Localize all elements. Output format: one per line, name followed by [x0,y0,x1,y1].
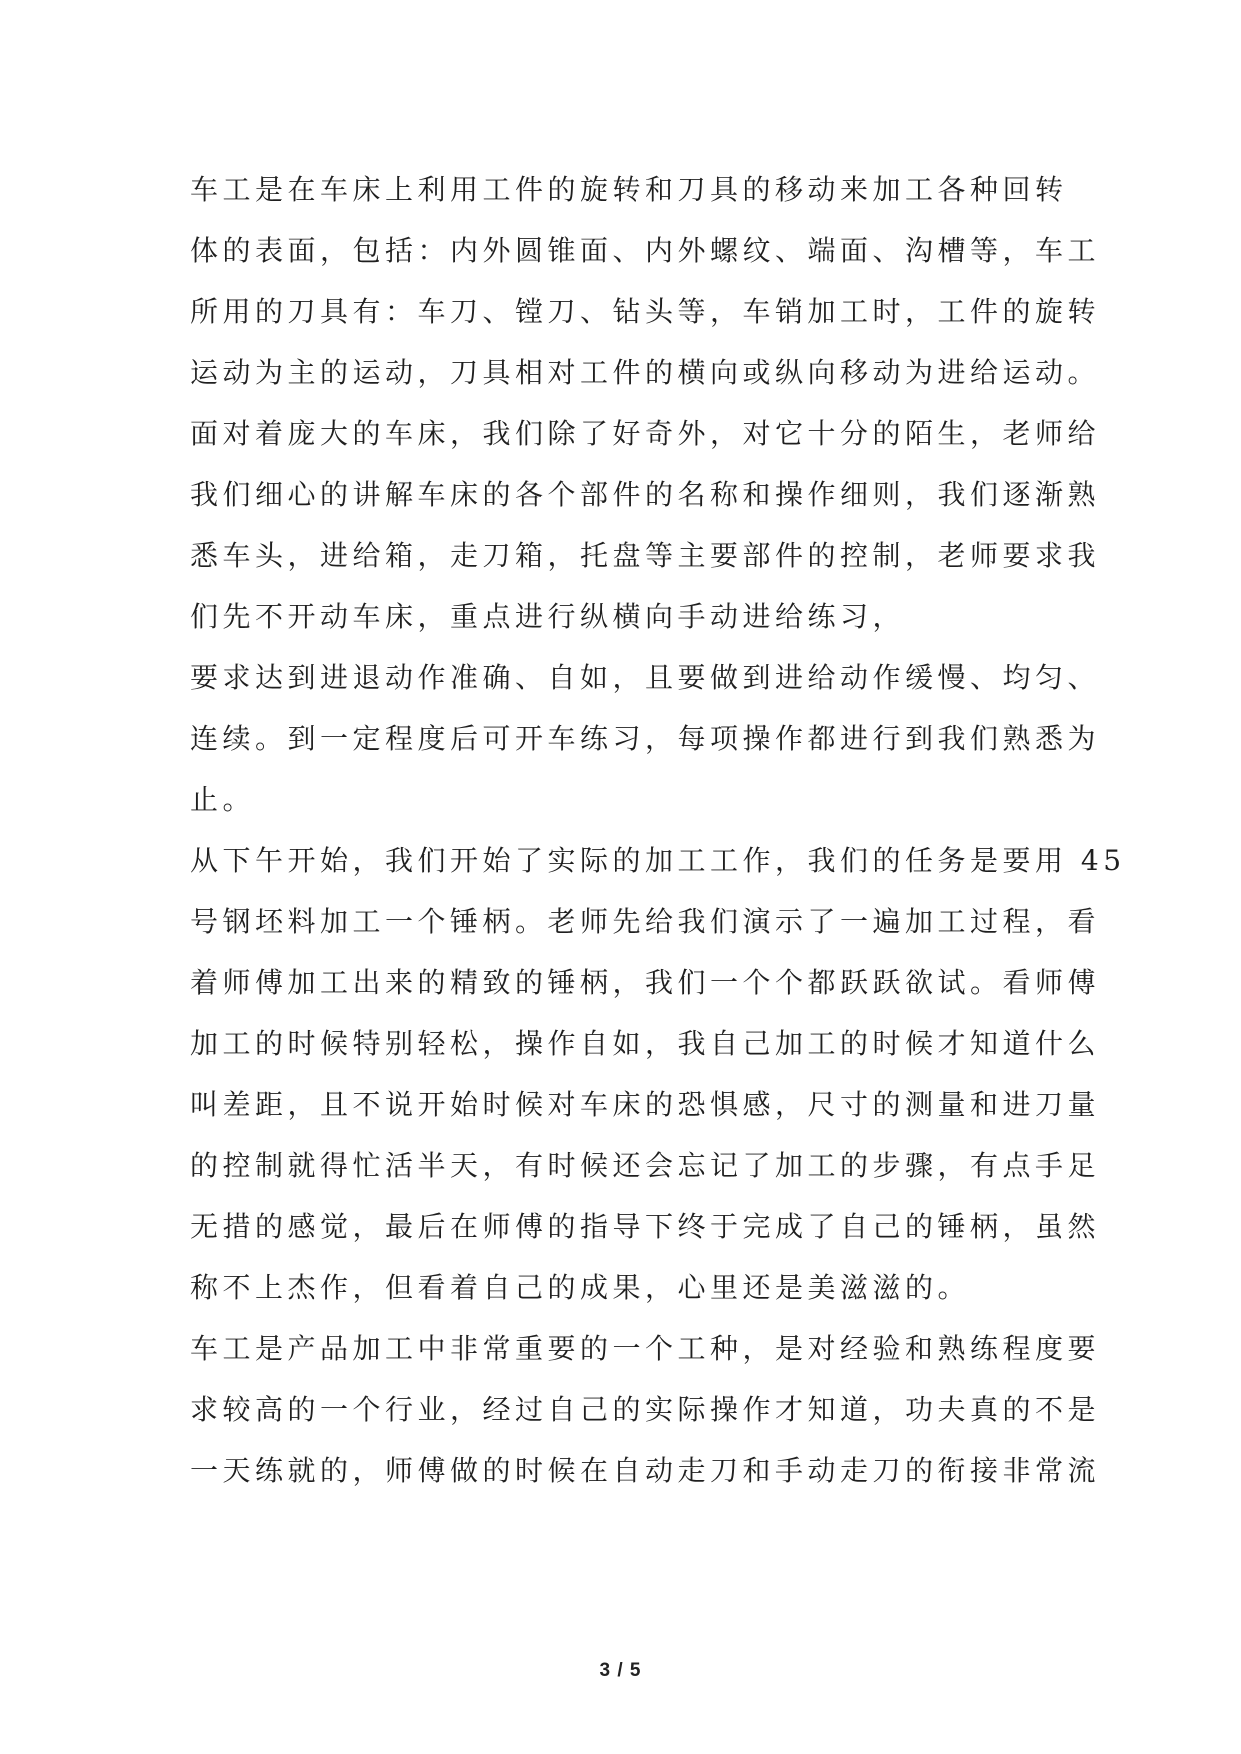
text-line-10: 连续。到一定程度后可开车练习，每项操作都进行到我们熟悉为 [190,722,1101,755]
page-number: 3 / 5 [599,1660,642,1681]
text-line-17: 的控制就得忙活半天，有时候还会忘记了加工的步骤，有点手足 [190,1149,1101,1182]
text-line-7: 悉车头，进给箱，走刀箱，托盘等主要部件的控制，老师要求我 [190,539,1101,572]
text-line-3: 所用的刀具有：车刀、镗刀、钻头等，车销加工时，工件的旋转 [190,295,1101,328]
text-line-6: 我们细心的讲解车床的各个部件的名称和操作细则，我们逐渐熟 [190,478,1101,511]
text-line-14: 着师傅加工出来的精致的锤柄，我们一个个都跃跃欲试。看师傅 [190,966,1101,999]
text-line-9: 要求达到进退动作准确、自如，且要做到进给动作缓慢、均匀、 [190,661,1101,694]
text-line-2: 体的表面，包括：内外圆锥面、内外螺纹、端面、沟槽等，车工 [190,234,1101,267]
text-line-1: 车工是在车床上利用工件的旋转和刀具的移动来加工各种回转 [190,173,1068,206]
text-line-16: 叫差距，且不说开始时候对车床的恐惧感，尺寸的测量和进刀量 [190,1088,1101,1121]
text-line-11: 止。 [190,783,256,816]
text-line-22: 一天练就的，师傅做的时候在自动走刀和手动走刀的衔接非常流 [190,1454,1101,1487]
text-line-20: 车工是产品加工中非常重要的一个工种，是对经验和熟练程度要 [190,1332,1101,1365]
text-line-13: 号钢坯料加工一个锤柄。老师先给我们演示了一遍加工过程，看 [190,905,1101,938]
text-line-8: 们先不开动车床，重点进行纵横向手动进给练习， [190,600,906,633]
text-line-4: 运动为主的运动，刀具相对工件的横向或纵向移动为进给运动。 [190,356,1101,389]
text-line-18: 无措的感觉，最后在师傅的指导下终于完成了自己的锤柄，虽然 [190,1210,1101,1243]
text-line-21: 求较高的一个行业，经过自己的实际操作才知道，功夫真的不是 [190,1393,1101,1426]
text-line-12: 从下午开始，我们开始了实际的加工工作，我们的任务是要用 45 [190,844,1126,877]
text-line-19: 称不上杰作，但看着自己的成果，心里还是美滋滋的。 [190,1271,971,1304]
text-line-15: 加工的时候特别轻松，操作自如，我自己加工的时候才知道什么 [190,1027,1101,1060]
text-line-5: 面对着庞大的车床，我们除了好奇外，对它十分的陌生，老师给 [190,417,1101,450]
